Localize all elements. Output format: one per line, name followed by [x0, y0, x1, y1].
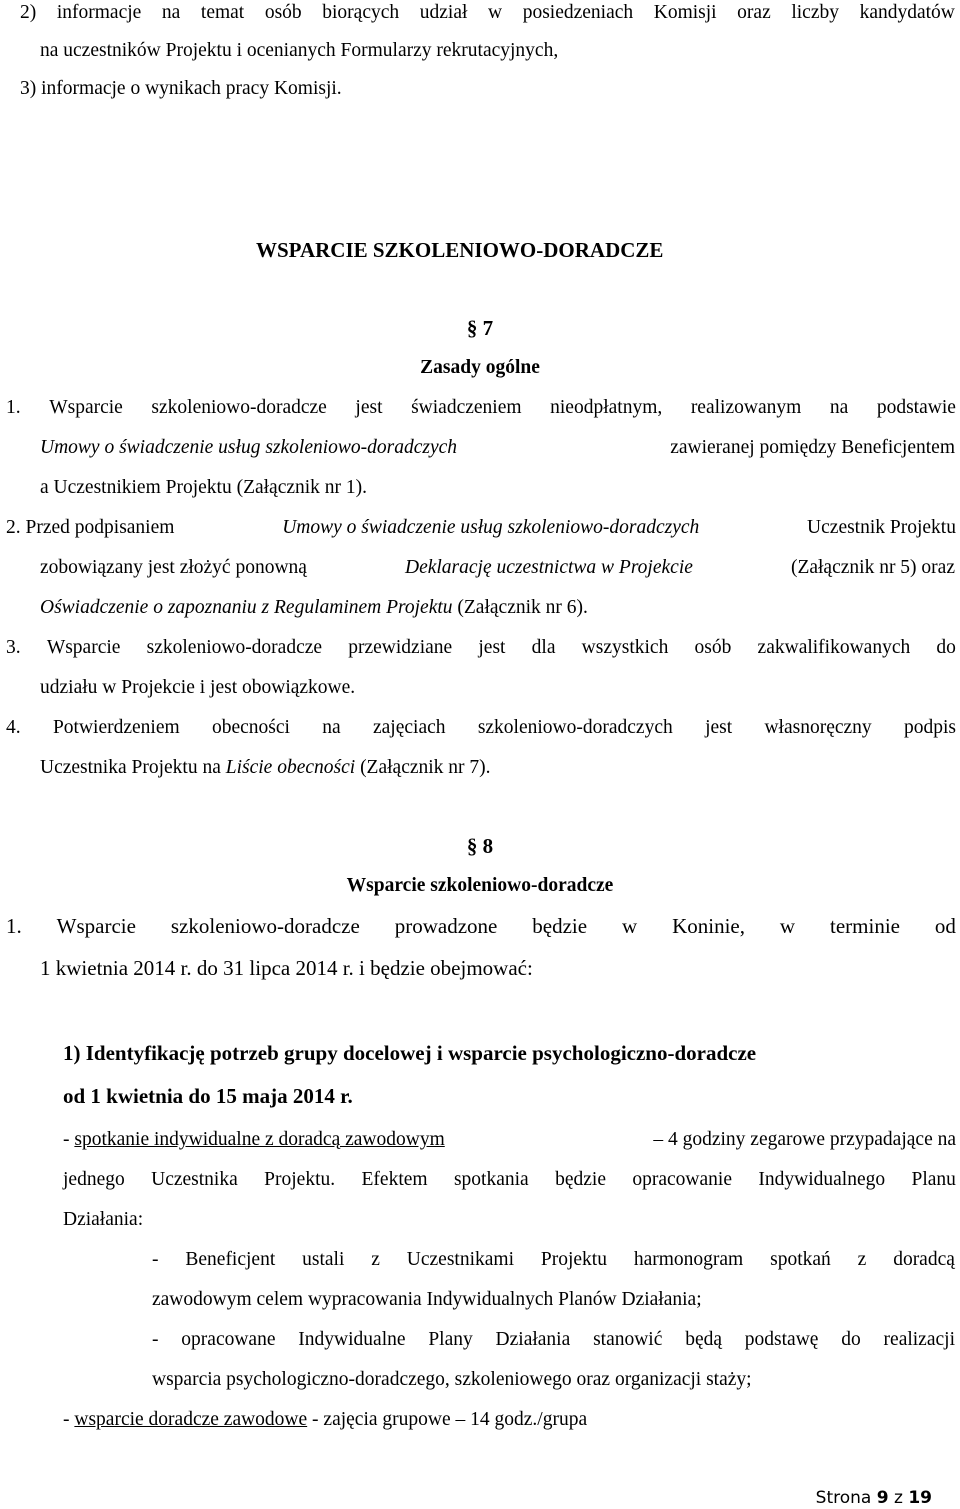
section-title: WSPARCIE SZKOLENIOWO-DORADCZE: [256, 238, 664, 262]
p7-2-italic: Umowy o świadczenie usług szkoleniowo-doradczych: [282, 517, 700, 538]
dash-1-underlined: spotkanie indywidualne z doradcą zawodowym: [74, 1129, 445, 1150]
footer-strona: Strona: [815, 1488, 872, 1508]
dash-1-line-2: [63, 1170, 956, 1190]
word: osób: [694, 637, 732, 658]
word: z: [371, 1249, 380, 1270]
footer-z: z: [893, 1488, 903, 1508]
word: udział: [419, 2, 468, 23]
word: świadczeniem: [411, 397, 522, 418]
word: 1.: [6, 914, 22, 938]
bullet-2-text: [152, 1330, 955, 1350]
word: szkoleniowo-doradcze: [170, 914, 360, 938]
p7-4-text: [6, 718, 956, 738]
word: harmonogram: [633, 1249, 744, 1270]
p8-1-text: [6, 916, 956, 937]
dash-mark: -: [63, 1129, 70, 1150]
word: zakwalifikowanych: [757, 637, 911, 658]
word: 2): [20, 2, 37, 23]
dash-1-line-3: Działania:: [63, 1209, 144, 1230]
word: Beneficjent: [185, 1249, 276, 1270]
bullet-1-text: [152, 1250, 955, 1270]
word: w: [488, 2, 503, 23]
word: prowadzone: [394, 914, 498, 938]
word: w: [779, 914, 796, 938]
p7-4-line-2: [40, 758, 491, 778]
item-2-text: [20, 3, 955, 23]
word: 1.: [6, 397, 21, 418]
dash-1-line-1: [63, 1130, 956, 1150]
paragraph-7-symbol: § 7: [466, 316, 494, 340]
p7-2-line-2-b: (Załącznik nr 5) oraz: [790, 557, 955, 578]
dash-1-rest: – 4 godziny zegarowe przypadające na: [653, 1129, 956, 1150]
p7-1-text: [6, 398, 956, 418]
word: Potwierdzeniem: [52, 717, 180, 738]
p7-1-line-2-rest: zawieranej pomiędzy Beneficjentem: [670, 437, 955, 458]
word: Komisji: [653, 2, 717, 23]
word: obecności: [211, 717, 290, 738]
dash-1-line-2-text: [63, 1170, 956, 1190]
p7-2-line-3-b: (Załącznik nr 6).: [457, 597, 588, 618]
word: temat: [200, 2, 245, 23]
word: 4.: [6, 717, 21, 738]
p7-2-b: Uczestnik Projektu: [807, 517, 956, 538]
p7-4-line-2-a: Uczestnika Projektu na: [40, 757, 221, 778]
word: Wsparcie: [46, 637, 121, 658]
word: osób: [264, 2, 302, 23]
word: wszystkich: [581, 637, 669, 658]
word: nieodpłatnym,: [550, 397, 663, 418]
word: przewidziane: [348, 637, 453, 658]
word: będą: [685, 1329, 722, 1350]
p7-4-line-2-b: (Załącznik nr 7).: [360, 757, 491, 778]
p7-1-line-1: [6, 398, 956, 418]
bullet-2-line-2: wsparcia psychologiczno-doradczego, szkoleniowego oraz organizacji staży;: [152, 1369, 752, 1390]
word: informacje: [56, 2, 142, 23]
dash-2-rest: - zajęcia grupowe – 14 godz./grupa: [312, 1409, 588, 1430]
footer-page: 9: [876, 1488, 889, 1508]
p7-2-line-2-a: zobowiązany jest złożyć ponowną: [40, 557, 307, 578]
word: na: [829, 397, 849, 418]
bullet-2-line-1: [152, 1330, 955, 1350]
word: spotkania: [453, 1169, 529, 1190]
word: zajęciach: [372, 717, 446, 738]
sub-1-title: 1) Identyfikację potrzeb grupy docelowej i wsparcie psychologiczno-doradcze: [63, 1041, 757, 1065]
umowy-italic: Umowy o świadczenie usług szkoleniowo-doradczych: [40, 437, 458, 458]
word: oraz: [737, 2, 771, 23]
word: Wsparcie: [56, 914, 136, 938]
item-2-line-2: na uczestników Projektu i ocenianych Formularzy rekrutacyjnych,: [40, 40, 559, 61]
p7-2-a: 2. Przed podpisaniem: [6, 517, 175, 538]
word: szkoleniowo-doradczych: [477, 717, 673, 738]
word: liczby: [791, 2, 839, 23]
word: z: [857, 1249, 867, 1270]
word: realizowanym: [690, 397, 802, 418]
p7-2-line-1: [6, 518, 956, 538]
word: do: [936, 637, 956, 658]
word: Koninie,: [672, 914, 745, 938]
word: stanowić: [593, 1329, 663, 1350]
word: ustali: [302, 1249, 345, 1270]
word: podstawę: [744, 1329, 819, 1350]
p7-2-line-2: [40, 558, 955, 578]
bullet-1-line-2: zawodowym celem wypracowania Indywidualnych Planów Działania;: [152, 1289, 702, 1310]
word: jednego: [63, 1169, 125, 1190]
word: na: [161, 2, 181, 23]
word: biorących: [322, 2, 400, 23]
word: na: [322, 717, 341, 738]
word: podpis: [903, 717, 956, 738]
word: do: [841, 1329, 861, 1350]
paragraph-8-symbol: § 8: [466, 834, 494, 858]
word: terminie: [830, 914, 900, 938]
word: Uczestnikami: [406, 1249, 514, 1270]
word: spotkań: [770, 1249, 831, 1270]
word: szkoleniowo-doradcze: [146, 637, 323, 658]
word: Indywidualne: [298, 1329, 406, 1350]
paragraph-8-title: Wsparcie szkoleniowo-doradcze: [346, 875, 614, 896]
word: Wsparcie: [49, 397, 123, 418]
item-3: 3) informacje o wynikach pracy Komisji.: [20, 78, 342, 99]
footer-total: 19: [908, 1488, 932, 1508]
word: dla: [531, 637, 556, 658]
word: -: [152, 1249, 159, 1270]
word: Uczestnika: [151, 1169, 238, 1190]
word: Działania: [495, 1329, 571, 1350]
word: od: [934, 914, 956, 938]
p7-3-line-1: [6, 638, 956, 658]
word: -: [152, 1329, 159, 1350]
p7-1-line-3: a Uczestnikiem Projektu (Załącznik nr 1).: [40, 477, 368, 498]
word: własnoręczny: [764, 717, 872, 738]
word: szkoleniowo-doradcze: [151, 397, 327, 418]
word: doradcą: [893, 1249, 955, 1270]
p7-3-text: [6, 638, 956, 658]
p7-1-line-2: [40, 438, 955, 458]
word: 3.: [6, 637, 21, 658]
word: posiedzeniach: [522, 2, 634, 23]
p7-3-line-2: udziału w Projekcie i jest obowiązkowe.: [40, 677, 356, 698]
word: będzie: [532, 914, 588, 938]
lista-obecnosci-italic: Liście obecności: [225, 757, 356, 778]
word: kandydatów: [859, 2, 955, 23]
sub-1-dates: od 1 kwietnia do 15 maja 2014 r.: [63, 1084, 353, 1108]
item-2-line-1: [20, 3, 955, 23]
word: Plany: [428, 1329, 473, 1350]
word: Indywidualnego: [758, 1169, 886, 1190]
word: będzie: [555, 1169, 606, 1190]
paragraph-7-title: Zasady ogólne: [420, 357, 540, 378]
word: Projektu: [540, 1249, 607, 1270]
word: jest: [478, 637, 506, 658]
dash-2: [63, 1410, 587, 1430]
page-number-footer: [816, 1488, 932, 1508]
deklaracje-italic: Deklarację uczestnictwa w Projekcie: [405, 557, 693, 578]
word: jest: [355, 397, 383, 418]
word: podstawie: [876, 397, 956, 418]
oswiadczenie-italic: Oświadczenie o zapoznaniu z Regulaminem Projektu: [40, 597, 453, 618]
dash-2-underlined: wsparcie doradcze zawodowe: [74, 1409, 308, 1430]
word: w: [622, 914, 638, 938]
bullet-1-line-1: [152, 1250, 955, 1270]
p8-1-line-1: [6, 916, 956, 937]
p7-2-line-3: [40, 598, 588, 618]
word: opracowanie: [632, 1169, 732, 1190]
word: Planu: [911, 1169, 956, 1190]
p7-4-line-1: [6, 718, 956, 738]
dash-1-a: [63, 1130, 445, 1150]
word: Efektem: [361, 1169, 428, 1190]
word: jest: [705, 717, 733, 738]
dash-mark: -: [63, 1409, 70, 1430]
word: Projektu.: [264, 1169, 336, 1190]
p8-1-line-2: 1 kwietnia 2014 r. do 31 lipca 2014 r. i będzie obejmować:: [40, 956, 533, 980]
word: realizacji: [883, 1329, 955, 1350]
word: opracowane: [181, 1329, 276, 1350]
